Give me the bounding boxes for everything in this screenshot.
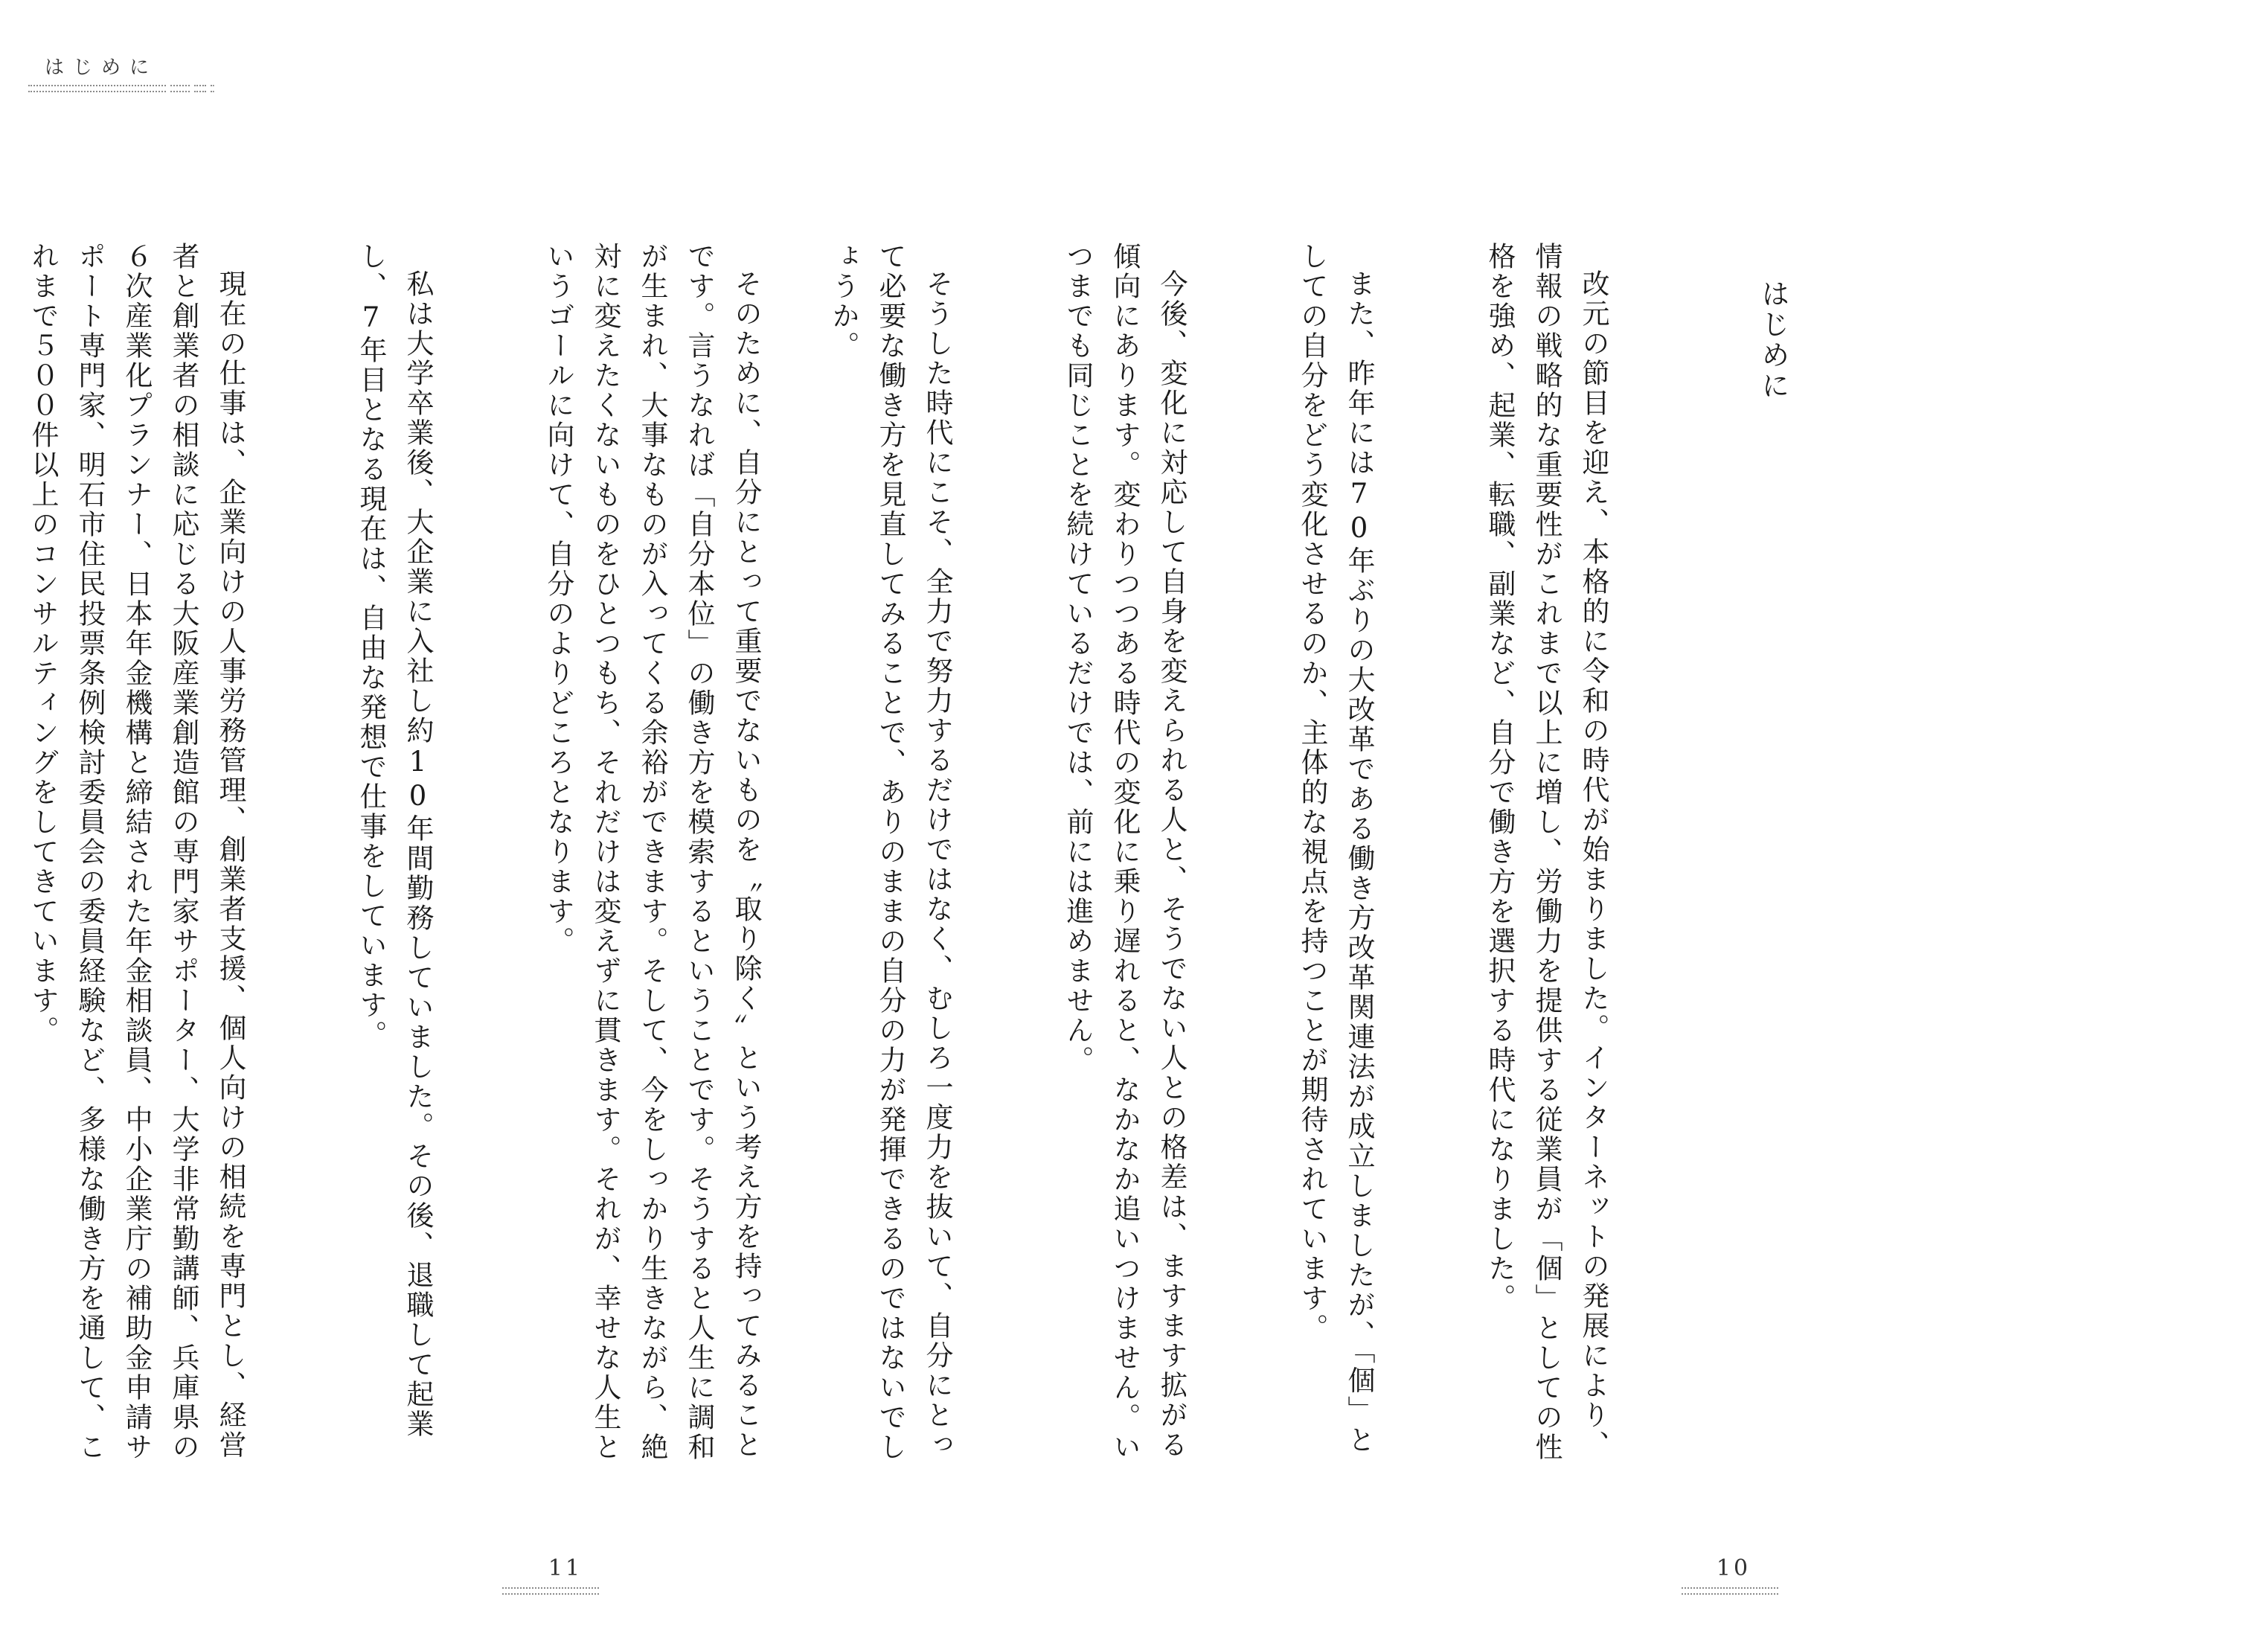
running-head: はじめに [45,57,158,79]
paragraph: 私は大学卒業後、大企業に入社し約10年間勤務していました。その後、退職して起業し、7年目となる現在は、自由な発想で仕事をしています。 [355,242,434,1439]
running-head-rule [28,85,251,92]
paragraph: 改元の節目を迎え、本格的に令和の時代が始まりました。インターネットの発展により、情報の戦略的な重要性がこれまで以上に増し、労働力を提供する従業員が「個」としての性格を強め、起業、転職、副業など、自分で働き方を選択する時代になりました。 [1484,242,1609,1462]
dotted-rule [211,85,214,92]
page-number-left: 11 [548,1555,583,1581]
paragraph: そのために、自分にとって重要でないものを〝取り除く〟という考え方を持ってみることです。言うなれば「自分本位」の働き方を模索するということです。そうすると人生に調和が生まれ、大事なものが入ってくる余裕ができます。そして、今をしっかり生きながら、絶対に変えたくないものをひとつもち、それだけは変えずに貫きます。それが、幸せな人生というゴールに向けて、自分のよりどころとなります。 [542,242,762,1462]
left-page [27,242,863,1604]
dotted-rule [28,85,166,92]
right-page [827,242,1890,1604]
chapter-heading: はじめに [1757,279,1789,401]
page-number-rule [1682,1587,1778,1595]
paragraph: また、昨年には70年ぶりの大改革である働き方改革関連法が成立しましたが、「個」としての自分をどう変化させるのか、主体的な視点を持つことが期待されています。 [1296,242,1375,1456]
page-number-rule [502,1587,599,1595]
right-page-text [726,242,1890,1470]
paragraph: そうした時代にこそ、全力で努力するだけではなく、むしろ一度力を抜いて、自分にとって必要な働き方を見直してみることで、ありのままの自分の力が発揮できるのではないでしょうか。 [827,242,953,1462]
dotted-rule [194,85,206,92]
paragraph: 今後、変化に対応して自身を変えられる人と、そうでない人との格差は、ますます拡がる傾向にあります。変わりつつある時代の変化に乗り遅れると、なかなか追いつけません。いつまでも同じことを続けているだけでは、前には進めません。 [1062,242,1188,1462]
page-number-right: 10 [1716,1555,1751,1581]
paragraph: 現在の仕事は、企業向けの人事労務管理、創業者支援、個人向けの相続を専門とし、経営者と創業者の相談に応じる大阪産業創造館の専門家サポーター、大学非常勤講師、兵庫県の６次産業化プランナー、日本年金機構と締結された年金相談員、中小企業庁の補助金申請サポート専門家、明石市住民投票条例検討委員会の委員経験など、多様な働き方を通して、これまで５００件以上のコンサルティングをしてきています。 [27,242,246,1462]
dotted-rule [170,85,190,92]
left-page-text [0,242,863,1470]
